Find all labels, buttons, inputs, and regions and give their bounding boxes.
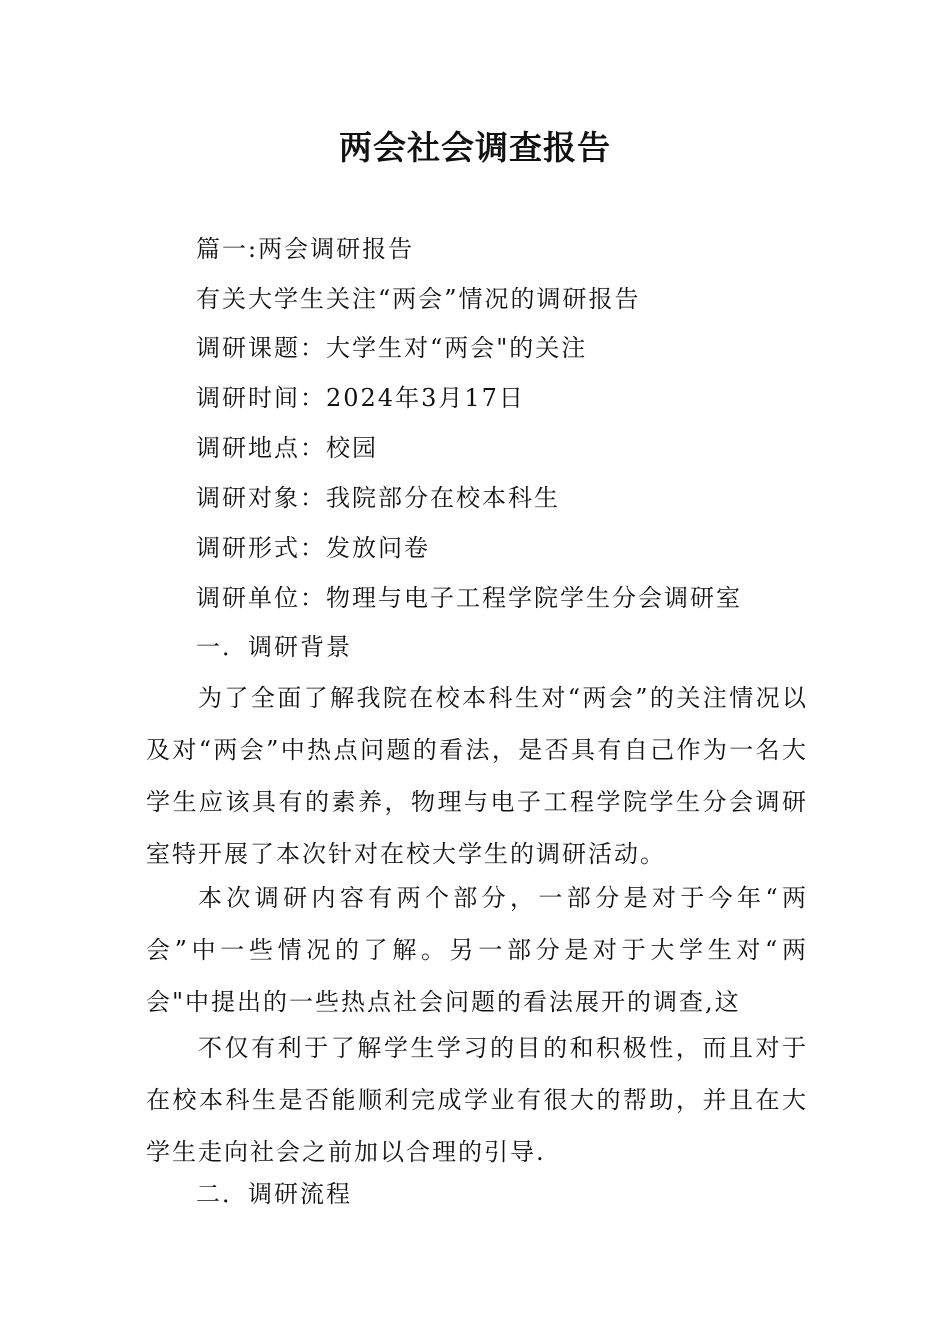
meta-line-location: 调研地点：校园 bbox=[196, 434, 378, 462]
meta-line-unit: 调研单位：物理与电子工程学院学生分会调研室 bbox=[196, 584, 742, 612]
paragraph-benefits: 不仅有利于了解学生学习的目的和积极性，而且对于在校本科生是否能顺利完成学业有很大的帮助，并且在大学生走向社会之前加以合理的引导. bbox=[146, 1034, 808, 1166]
paragraph-content-overview: 本次调研内容有两个部分，一部分是对于今年“两会”中一些情况的了解。另一部分是对于大学生对“两会"中提出的一些热点社会问题的看法展开的调查,这 bbox=[146, 884, 808, 1016]
section-heading-process: 二．调研流程 bbox=[196, 1180, 352, 1208]
document-title: 两会社会调查报告 bbox=[339, 128, 611, 167]
section-heading-background: 一．调研背景 bbox=[196, 633, 352, 661]
meta-line-subjects: 调研对象：我院部分在校本科生 bbox=[196, 484, 560, 512]
meta-line-topic: 调研课题：大学生对“两会"的关注 bbox=[196, 334, 588, 362]
meta-line-article: 篇一:两会调研报告 bbox=[196, 235, 415, 263]
meta-line-date: 调研时间：2024年3月17日 bbox=[196, 384, 525, 412]
meta-line-report-title: 有关大学生关注“两会”情况的调研报告 bbox=[196, 285, 641, 313]
meta-line-format: 调研形式：发放问卷 bbox=[196, 534, 430, 562]
paragraph-background: 为了全面了解我院在校本科生对“两会”的关注情况以及对“两会”中热点问题的看法，是否具有自己作为一名大学生应该具有的素养，物理与电子工程学院学生分会调研室特开展了本次针对在校大学生的调研活动。 bbox=[146, 684, 808, 868]
